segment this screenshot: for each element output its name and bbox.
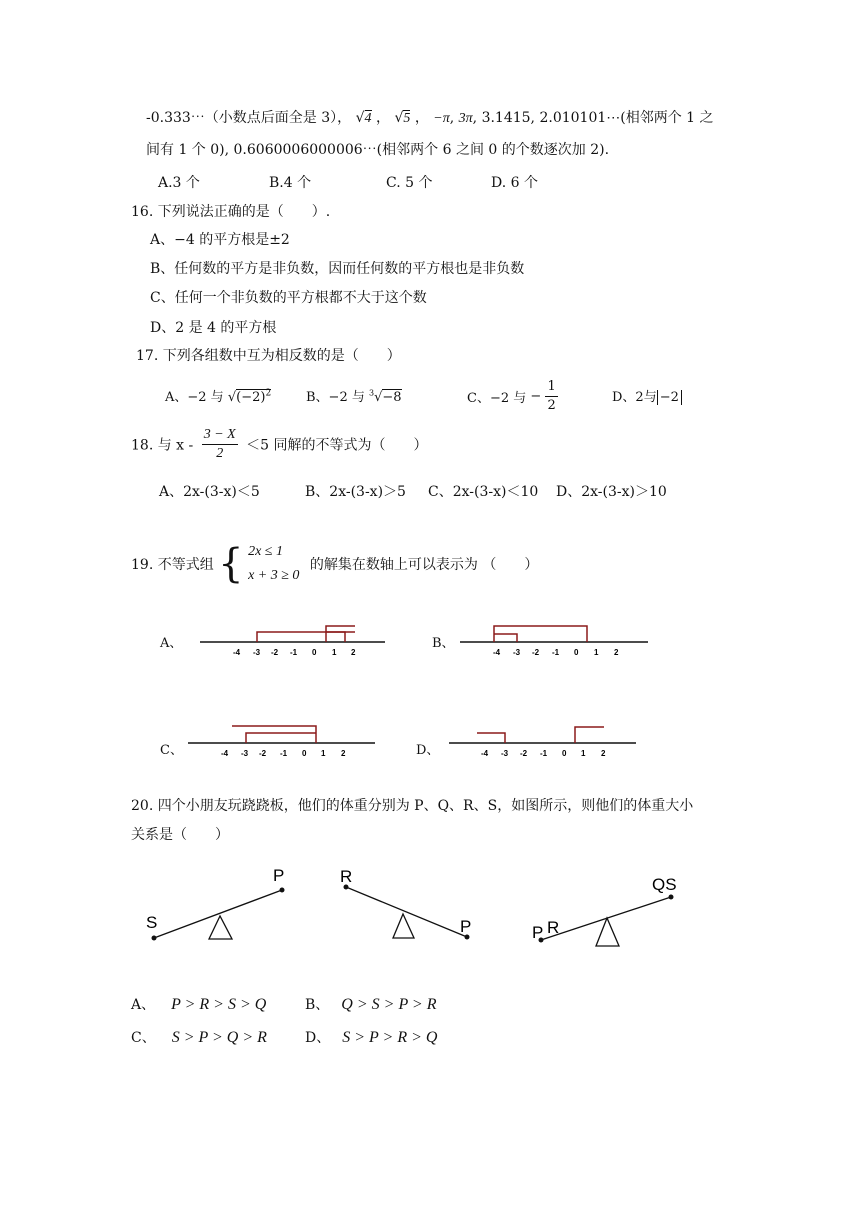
q15-option-b: B.4 个: [269, 175, 312, 191]
tick-label: 2: [614, 648, 619, 657]
q19-ineq2: x + 3 ≥ 0: [248, 568, 300, 583]
q19-label-c: C、: [160, 743, 183, 758]
q15-option-a: A.3 个: [158, 175, 200, 191]
sqrt-4: √4: [355, 110, 372, 126]
q19-label-a: A、: [160, 636, 183, 651]
sqrt-5: √5: [394, 110, 411, 126]
tick-label: -2: [532, 648, 540, 657]
tick-label: -2: [259, 749, 267, 758]
number-line-b: [455, 618, 655, 662]
number-line-d: [444, 718, 644, 762]
q20-stem-line1: 20. 四个小朋友玩跷跷板，他们的体重分别为 P、Q、R、S，如图所示，则他们的体重大小: [131, 798, 694, 814]
seesaw-label: QS: [652, 875, 677, 894]
seesaw-3: [532, 875, 677, 946]
tick-label: 1: [581, 749, 586, 758]
number-line-c: [183, 718, 383, 762]
tick-label: -2: [271, 648, 279, 657]
q19-label-d: D、: [416, 743, 440, 758]
q20-option-a: A、 P > R > S > Q: [131, 996, 267, 1013]
q18-stem: 18. 与 x - $\frac{3 - X}{2}$ ＜5 同解的不等式为（ ）: [131, 427, 428, 461]
q19-stem: 19. 不等式组 { 2x ≤ 1 x + 3 ≥ 0 的解集在数轴上可以表示为 （ ）: [131, 541, 539, 587]
q17-option-c: C、−2 与 − $\frac{1}{2}$: [467, 379, 556, 413]
q20-stem-line2: 关系是（ ）: [131, 827, 229, 843]
tick-label: 2: [341, 749, 346, 758]
q17-stem: 17. 下列各组数中互为相反数的是（ ）: [136, 348, 401, 364]
tick-label: -3: [513, 648, 521, 657]
tick-label: -1: [540, 749, 548, 758]
number-line-a: [195, 618, 395, 662]
tick-label: 0: [302, 749, 307, 758]
neg-pi: −π: [433, 111, 450, 126]
q17-option-b: B、−2 与 $^3$√−8: [306, 388, 402, 405]
q19-ineq1: 2x ≤ 1: [248, 544, 283, 559]
q20-option-d: D、 S > P > R > Q: [305, 1029, 438, 1046]
tick-label: -2: [520, 749, 528, 758]
seesaw-label: P: [460, 917, 472, 936]
tick-label: 1: [594, 648, 599, 657]
q15-line2: 间有 1 个 0), 0.6060006000006⋯(相邻两个 6 之间 0 的个数逐次加 2).: [146, 142, 610, 158]
q16-option-a: A、−4 的平方根是±2: [150, 232, 290, 248]
q18-option-d: D、2x-(3-x)＞10: [556, 484, 667, 500]
q16-stem: 16. 下列说法正确的是（ ）.: [131, 204, 331, 220]
q15-line1: -0.333⋯（小数点后面全是 3）， √4 ， √5 ， −π, 3π, 3.1415, 2.010101⋯(相邻两个 1 之: [146, 110, 714, 126]
seesaw-figures: [130, 860, 730, 970]
seesaw-label: R: [340, 867, 353, 886]
tick-label: 2: [601, 749, 606, 758]
tick-label: 1: [321, 749, 326, 758]
tick-label: -1: [280, 749, 288, 758]
seesaw-label: P: [273, 866, 285, 885]
q16-option-c: C、任何一个非负数的平方根都不大于这个数: [150, 290, 427, 306]
q17-option-a: A、−2 与 $√(-2)^2$: [165, 388, 272, 405]
q18-option-c: C、2x-(3-x)＜10: [428, 484, 539, 500]
q16-option-b: B、任何数的平方是非负数，因而任何数的平方根也是非负数: [150, 261, 525, 277]
seesaw-label: R: [547, 918, 560, 937]
q19-label-b: B、: [432, 636, 455, 651]
q15-option-c: C. 5 个: [386, 175, 433, 191]
q20-option-c: C、 S > P > Q > R: [131, 1029, 267, 1046]
tick-label: 0: [312, 648, 317, 657]
tick-label: 0: [562, 749, 567, 758]
seesaw-2: [340, 867, 471, 940]
tick-label: -4: [493, 648, 501, 657]
q20-option-b: B、 Q > S > P > R: [305, 996, 437, 1013]
tick-label: 1: [332, 648, 337, 657]
q15-option-d: D. 6 个: [491, 175, 538, 191]
tick-label: -4: [481, 749, 489, 758]
q15-text-a: -0.333⋯（小数点后面全是 3），: [146, 110, 352, 126]
tick-label: -3: [241, 749, 249, 758]
tick-label: -3: [501, 749, 509, 758]
seesaw-label: P: [532, 923, 544, 942]
tick-label: -4: [233, 648, 241, 657]
q18-option-b: B、2x-(3-x)＞5: [305, 484, 406, 500]
seesaw-label: S: [146, 913, 158, 932]
tick-label: -4: [221, 749, 229, 758]
q15-text-c: , 3.1415, 2.010101⋯(相邻两个 1 之: [472, 110, 714, 126]
seesaw-1: [146, 866, 285, 941]
tick-label: -1: [552, 648, 560, 657]
tick-label: -1: [290, 648, 298, 657]
three-pi: 3π: [458, 111, 473, 126]
tick-label: -3: [253, 648, 261, 657]
q18-option-a: A、2x-(3-x)＜5: [159, 484, 260, 500]
q16-option-d: D、2 是 4 的平方根: [150, 320, 277, 336]
tick-label: 0: [574, 648, 579, 657]
tick-label: 2: [351, 648, 356, 657]
q17-option-d: D、2与 −2: [612, 386, 682, 405]
